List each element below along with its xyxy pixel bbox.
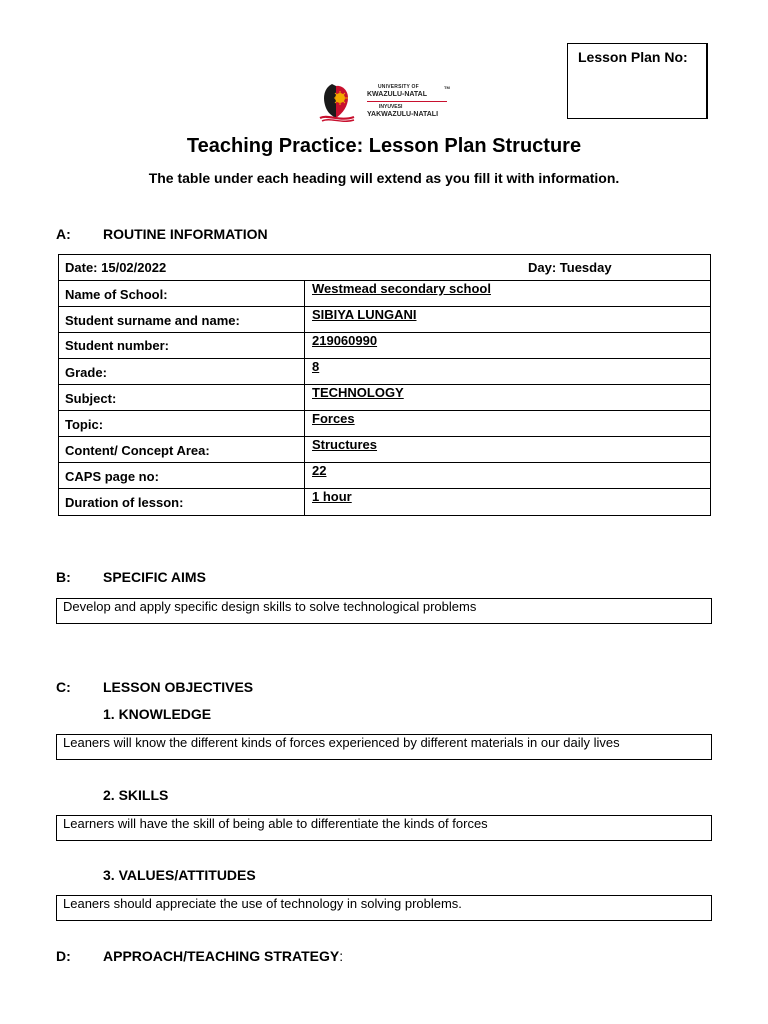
table-row [59,489,710,515]
section-a-heading [56,226,456,244]
row-value: 22 [312,463,327,478]
logo-trademark: TM [444,85,450,90]
table-row [59,333,710,359]
table-row [59,411,710,437]
row-label: Content/ Concept Area: [65,443,210,458]
university-crest-icon [318,80,358,122]
section-b-letter: B: [56,569,71,585]
section-b-heading [56,569,456,587]
row-label: Student number: [65,338,169,353]
page-title: Teaching Practice: Lesson Plan Structure [186,135,582,157]
day-label: Day: Tuesday [528,260,612,275]
section-b-title: SPECIFIC AIMS [103,569,206,585]
section-a-letter: A: [56,226,71,242]
row-label: Student surname and name: [65,313,240,328]
logo-line-2: KWAZULU-NATAL [367,91,428,98]
section-d-title: APPROACH/TEACHING STRATEGY [103,948,340,964]
skills-heading: 2. SKILLS [103,787,169,803]
row-value: TECHNOLOGY [312,385,404,400]
university-logo [318,80,452,122]
specific-aims-text: Develop and apply specific design skills to solve technological problems [63,599,477,614]
table-row [59,255,710,281]
row-value: Westmead secondary school [312,281,491,296]
skills-box [56,815,712,841]
section-c-letter: C: [56,679,71,695]
knowledge-heading: 1. KNOWLEDGE [103,706,212,722]
logo-line-4: YAKWAZULU-NATALI [367,111,439,118]
section-c-title: LESSON OBJECTIVES [103,679,254,695]
knowledge-text: Leaners will know the different kinds of forces experienced by different materials in our daily lives [63,735,620,750]
table-row [59,385,710,411]
routine-information-table [58,254,711,516]
row-label: Subject: [65,391,117,406]
row-value: Forces [312,411,355,426]
section-a-title: ROUTINE INFORMATION [103,226,268,242]
section-d-title-wrap [103,948,343,964]
values-box [56,895,712,921]
section-c-heading [56,679,456,697]
date-label: Date: 15/02/2022 [65,260,167,275]
row-label: CAPS page no: [65,469,159,484]
row-label: Topic: [65,417,104,432]
table-row [59,281,710,307]
knowledge-box [56,734,712,760]
row-value: SIBIYA LUNGANI [312,307,417,322]
table-row [59,437,710,463]
row-label: Duration of lesson: [65,495,184,510]
row-value: 1 hour [312,489,352,504]
table-row [59,359,710,385]
table-row [59,307,710,333]
specific-aims-box [56,598,712,624]
row-label: Name of School: [65,287,168,302]
logo-line-1: UNIVERSITY OF [378,84,419,90]
skills-text: Learners will have the skill of being able to differentiate the kinds of forces [63,816,488,831]
logo-divider [367,101,447,102]
lesson-plan-no-box [567,43,708,119]
values-text: Leaners should appreciate the use of technology in solving problems. [63,896,462,911]
section-d-letter: D: [56,948,71,964]
row-value: Structures [312,437,378,452]
row-value: 8 [312,359,320,374]
values-heading: 3. VALUES/ATTITUDES [103,867,256,883]
table-row [59,463,710,489]
lesson-plan-no-label: Lesson Plan No: [578,49,688,65]
section-d-colon: : [339,948,344,964]
logo-line-3: INYUVESI [379,104,403,110]
page-subtitle: The table under each heading will extend as you fill it with information. [148,170,620,186]
row-label: Grade: [65,365,107,380]
section-d-heading [56,948,456,966]
row-value: 219060990 [312,333,378,348]
